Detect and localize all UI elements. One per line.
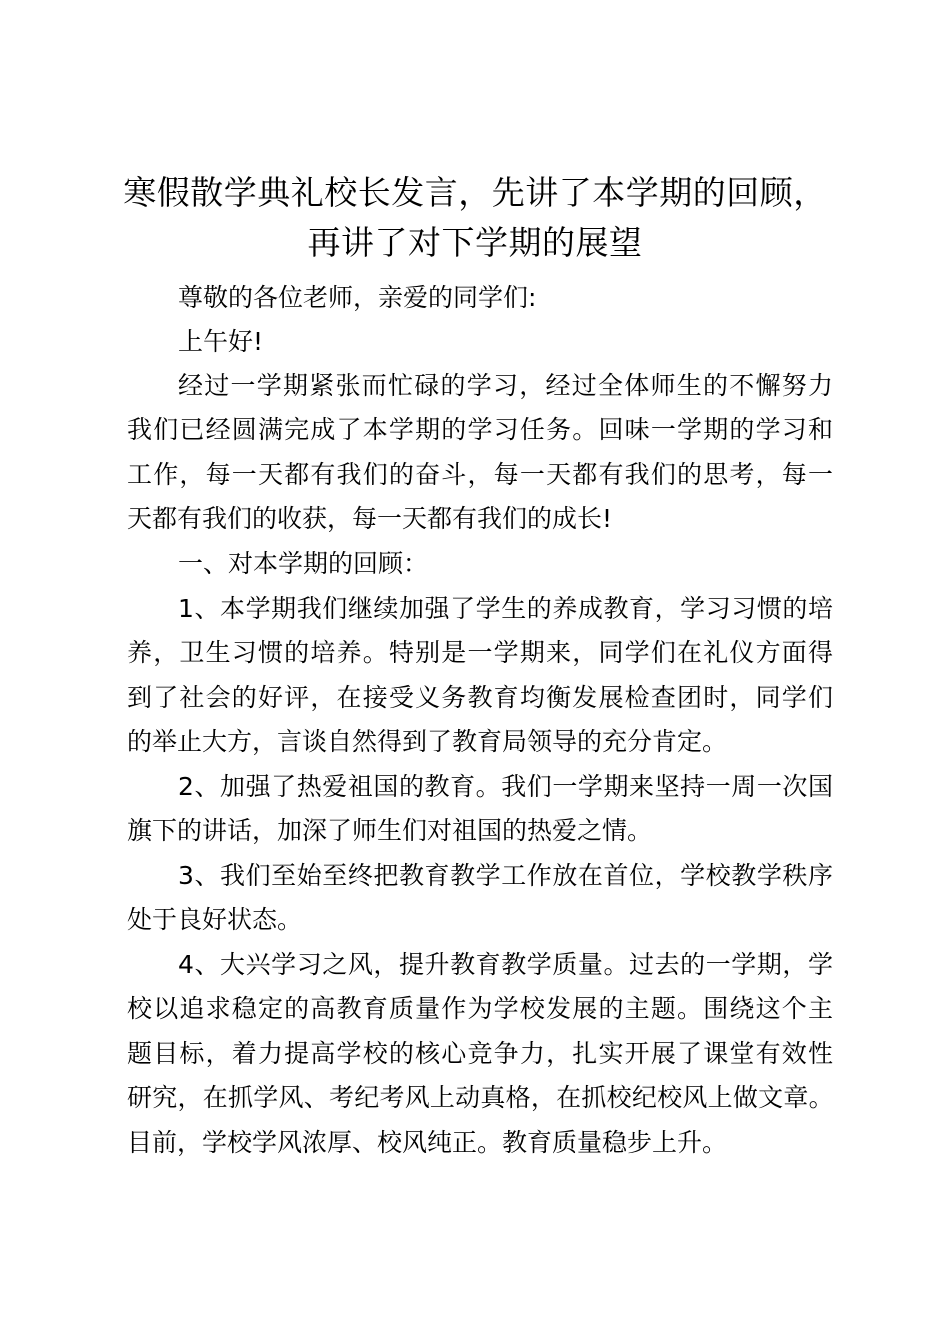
text-line: 尊敬的各位老师，亲爱的同学们: <box>178 283 537 312</box>
text-line: 天都有我们的收获，每一天都有我们的成长! <box>127 504 613 534</box>
greeting-paragraph <box>127 276 833 320</box>
text-line: 养，卫生习惯的培养。特别是一学期来，同学们在礼仪方面得 <box>127 638 833 668</box>
title-line: 再讲了对下学期的展望 <box>307 223 643 262</box>
section-heading <box>127 542 833 586</box>
intro-paragraph <box>127 364 833 542</box>
text-line: 题目标，着力提高学校的核心竞争力，扎实开展了课堂有效性 <box>127 1038 833 1068</box>
text-line: 2、加强了热爱祖国的教育。我们一学期来坚持一周一次国 <box>178 772 833 801</box>
text-line: 目前，学校学风浓厚、校风纯正。教育质量稳步上升。 <box>127 1127 728 1157</box>
text-line: 工作，每一天都有我们的奋斗，每一天都有我们的思考，每一 <box>127 459 833 489</box>
title-line: 寒假散学典礼校长发言，先讲了本学期的回顾， <box>123 173 827 212</box>
text-line: 一、对本学期的回顾： <box>178 549 429 578</box>
text-line: 我们已经圆满完成了本学期的学习任务。回味一学期的学习和 <box>127 415 833 445</box>
text-line: 3、我们至始至终把教育教学工作放在首位，学校教学秩序 <box>178 861 833 890</box>
point-2-paragraph <box>127 765 833 854</box>
text-line: 4、大兴学习之风，提升教育教学质量。过去的一学期，学 <box>178 950 833 979</box>
text-line: 1、本学期我们继续加强了学生的养成教育，学习习惯的培 <box>178 594 833 623</box>
document-title <box>120 168 830 268</box>
point-3-paragraph <box>127 854 833 943</box>
text-line: 旗下的讲话，加深了师生们对祖国的热爱之情。 <box>127 816 653 846</box>
text-line: 处于良好状态。 <box>127 905 303 935</box>
text-line: 到了社会的好评，在接受义务教育均衡发展检查团时，同学们 <box>127 682 833 712</box>
point-1-paragraph <box>127 587 833 765</box>
text-line: 上午好! <box>178 327 264 356</box>
text-line: 经过一学期紧张而忙碌的学习，经过全体师生的不懈努力 <box>178 371 833 400</box>
text-line: 研究，在抓学风、考纪考风上动真格，在抓校纪校风上做文章。 <box>127 1083 833 1113</box>
point-4-paragraph <box>127 943 833 1165</box>
text-line: 的举止大方，言谈自然得到了教育局领导的充分肯定。 <box>127 727 728 757</box>
text-line: 校以追求稳定的高教育质量作为学校发展的主题。围绕这个主 <box>127 994 833 1024</box>
salutation-paragraph <box>127 320 833 364</box>
